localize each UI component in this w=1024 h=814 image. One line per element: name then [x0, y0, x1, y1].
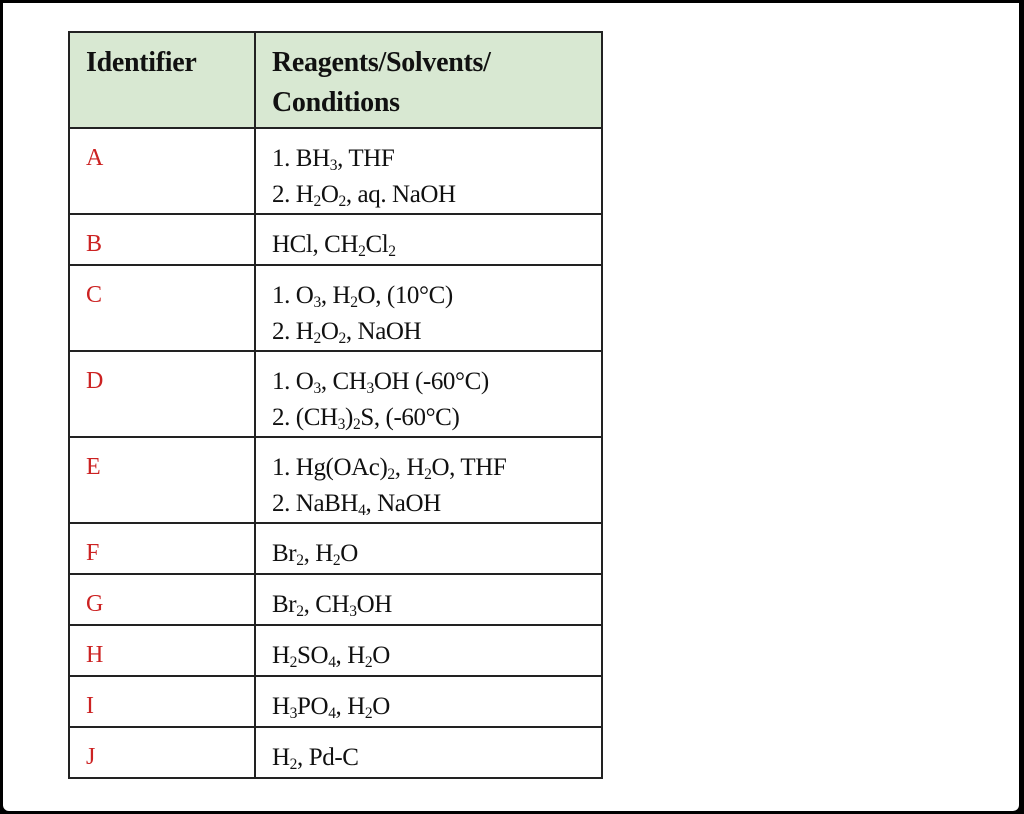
reagents-cell — [255, 523, 602, 574]
reagents-cell — [255, 727, 602, 778]
reagents-cell — [255, 214, 602, 265]
reagents-cell — [255, 676, 602, 727]
table-row — [69, 214, 602, 265]
reagent-line: 2. $H_2O_2$, aq. NaOH — [272, 181, 456, 210]
identifier-cell — [69, 265, 255, 351]
reagents-cell — [255, 625, 602, 676]
reagent-line: $H_3PO_4$, $H_2O$ — [272, 693, 390, 722]
identifier-cell — [69, 625, 255, 676]
table-row — [69, 437, 602, 523]
identifier-cell — [69, 351, 255, 437]
identifier-label: J — [86, 744, 96, 770]
reagents-cell — [255, 351, 602, 437]
document-canvas — [3, 3, 1019, 811]
table-row — [69, 676, 602, 727]
table-header-row — [69, 32, 602, 128]
reagent-line: 2. $H_2O_2$, NaOH — [272, 318, 422, 347]
table-row — [69, 265, 602, 351]
reagent-line: $Br_2$, $CH_3OH$ — [272, 591, 392, 620]
table-row — [69, 727, 602, 778]
table-row — [69, 625, 602, 676]
reagent-line: 1. $O_3$, $H_2O$, (10°C) — [272, 282, 453, 311]
identifier-label: A — [86, 145, 104, 171]
reagents-cell — [255, 128, 602, 214]
reagent-line: 2. NaBH$_4$, NaOH — [272, 490, 441, 519]
identifier-label: D — [86, 368, 104, 394]
reagent-line: HCl, $CH_2Cl_2$ — [272, 231, 396, 260]
identifier-cell — [69, 128, 255, 214]
identifier-label: H — [86, 642, 104, 668]
identifier-label: I — [86, 693, 94, 719]
identifier-label: G — [86, 591, 104, 617]
identifier-cell — [69, 437, 255, 523]
identifier-cell — [69, 727, 255, 778]
reagent-line: 1. $BH_3$, THF — [272, 145, 395, 174]
identifier-cell — [69, 676, 255, 727]
identifier-label: F — [86, 540, 100, 566]
reagent-line: $Br_2$, $H_2O$ — [272, 540, 358, 569]
reagent-line: $H_2$, Pd-C — [272, 744, 359, 773]
table-row — [69, 351, 602, 437]
table-row — [69, 523, 602, 574]
identifier-cell — [69, 523, 255, 574]
identifier-cell — [69, 214, 255, 265]
reagents-cell — [255, 265, 602, 351]
identifier-cell — [69, 574, 255, 625]
reagent-line: 1. $Hg(OAc)_2$, $H_2O$, THF — [272, 454, 507, 483]
header-reagents-line-1: Reagents/Solvents/ — [272, 47, 491, 78]
reagents-table — [68, 31, 603, 779]
identifier-label: E — [86, 454, 101, 480]
identifier-label: C — [86, 282, 103, 308]
reagents-cell — [255, 574, 602, 625]
table-row — [69, 128, 602, 214]
reagents-cell — [255, 437, 602, 523]
header-reagents-line-2: Conditions — [272, 87, 400, 118]
header-identifier-label: Identifier — [86, 47, 197, 78]
header-identifier — [69, 32, 255, 128]
header-reagents — [255, 32, 602, 128]
reagent-line: 1. $O_3$, $CH_3OH$ (-60°C) — [272, 368, 489, 397]
reagent-line: $H_2SO_4$, $H_2O$ — [272, 642, 390, 671]
reagent-line: 2. $(CH_3)_2S$, (-60°C) — [272, 404, 460, 433]
table-row — [69, 574, 602, 625]
identifier-label: B — [86, 231, 103, 257]
